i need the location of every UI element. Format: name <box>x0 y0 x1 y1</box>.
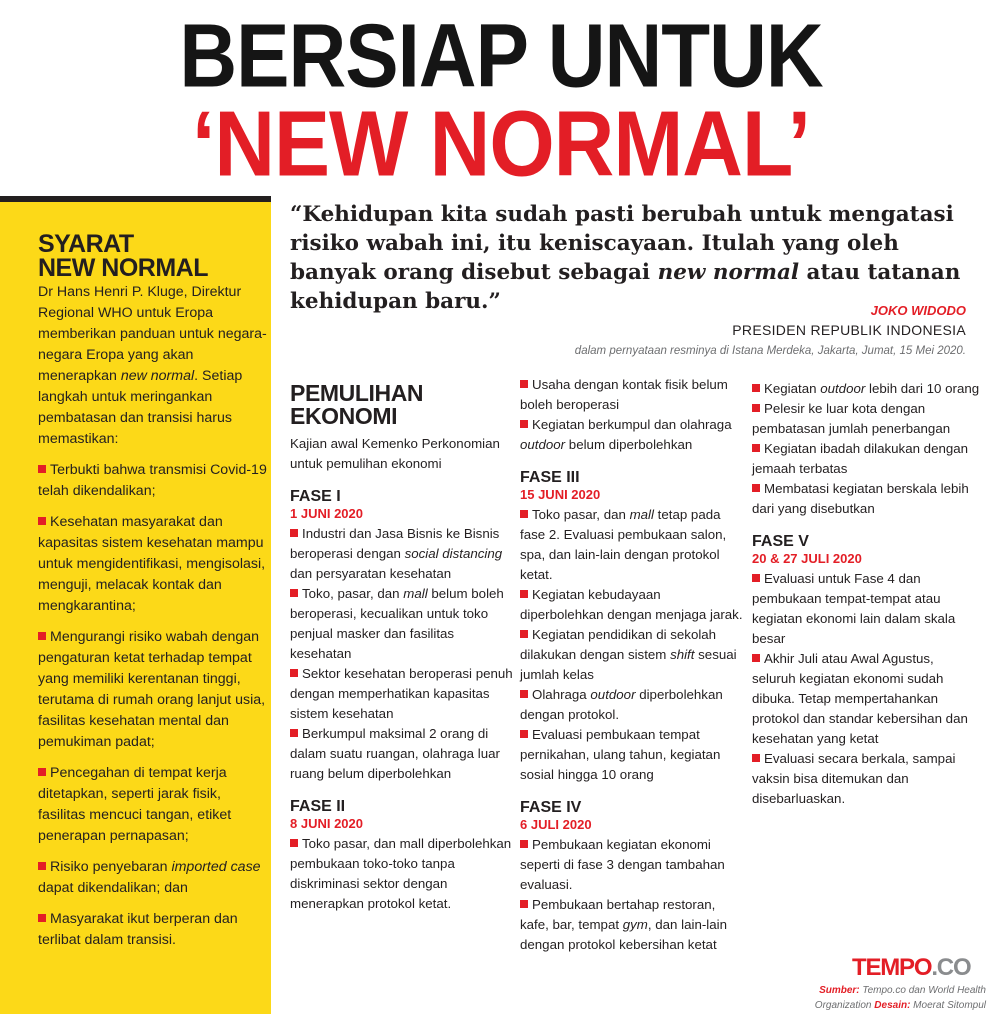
sidebar-item-text: Pencegahan di tempat kerja ditetapkan, seperti jarak fisik, fasilitas mencuci tangan, etiket penerapan pernapasan; <box>38 765 232 844</box>
sidebar-item-text: Kesehatan masyarakat dan kapasitas sistem kesehatan mampu untuk mengidentifikasi, mengisolasi, menguji, melacak kontak dan mengkarantina; <box>38 514 266 614</box>
sidebar-divider <box>0 196 271 202</box>
phase-item-emphasis: outdoor <box>520 437 566 452</box>
sidebar-intro <box>38 282 268 450</box>
sidebar-list-item <box>38 909 268 951</box>
phase-item <box>290 834 514 914</box>
phase-item <box>520 685 746 725</box>
quote-speaker-role: PRESIDEN REPUBLIK INDONESIA <box>732 322 966 338</box>
bullet-square-icon <box>752 444 760 452</box>
bullet-square-icon <box>38 862 46 870</box>
phase-5-date: 20 & 27 JULI 2020 <box>752 551 862 566</box>
economy-title <box>290 382 514 428</box>
phase-item-text: Kegiatan berkumpul dan olahraga <box>532 417 732 432</box>
phase-item <box>520 835 746 895</box>
bullet-square-icon <box>752 654 760 662</box>
phase-item-text: Industri dan Jasa Bisnis ke Bisnis beroperasi dengan <box>290 526 500 561</box>
phase-item <box>290 664 514 724</box>
phase-item-text-end: , dan lain-lain dengan protokol kebersihan ketat <box>520 917 727 952</box>
phase-item-text: Toko pasar, dan mall diperbolehkan pembukaan toko-toko tanpa diskriminasi sektor dengan menerapkan protokol ketat. <box>290 836 512 911</box>
quote-speaker: JOKO WIDODO <box>870 303 966 318</box>
phase-1-date: 1 JUNI 2020 <box>290 506 363 521</box>
phase-3-date: 15 JUNI 2020 <box>520 487 601 502</box>
source-text: Tempo.co dan World Health <box>859 985 986 996</box>
bullet-square-icon <box>290 589 298 597</box>
phase-item-text-end: belum diperbolehkan <box>565 437 693 452</box>
sidebar-list-item <box>38 460 268 502</box>
tempo-logo-suffix: .CO <box>931 954 971 981</box>
tempo-logo <box>852 954 970 982</box>
phase-5-title: FASE V <box>752 533 809 550</box>
bullet-square-icon <box>38 465 46 473</box>
org-text: Organization <box>814 1000 875 1011</box>
bullet-square-icon <box>290 729 298 737</box>
bullet-square-icon <box>752 574 760 582</box>
phase-item-text: Evaluasi untuk Fase 4 dan pembukaan tempat-tempat atau kegiatan ekonomi lain dalam skala besar <box>752 571 956 646</box>
phase-item <box>520 625 746 685</box>
phase-item-text: Usaha dengan kontak fisik belum boleh beroperasi <box>520 377 728 412</box>
phase-2-title: FASE II <box>290 798 346 815</box>
bullet-square-icon <box>520 900 528 908</box>
phase-4-date: 6 JULI 2020 <box>520 817 592 832</box>
phase-item-emphasis: outdoor <box>820 381 866 396</box>
sidebar-item-text: Mengurangi risiko wabah dengan pengaturan ketat terhadap tempat yang memiliki kerentanan tinggi, terutama di rumah orang lanjut usia, fasilitas kesehatan mental dan pemukiman padat; <box>38 629 266 750</box>
phase-item <box>520 585 746 625</box>
sidebar-item-text-end: dapat dikendalikan; dan <box>38 880 188 896</box>
bullet-square-icon <box>520 590 528 598</box>
phase-item-text-end: tetap pada fase 2. Evaluasi pembukaan salon, spa, dan lain-lain dengan protokol ketat. <box>520 507 727 582</box>
column-1 <box>290 382 514 914</box>
phase-item-text: Pelesir ke luar kota dengan pembatasan jumlah penerbangan <box>752 401 951 436</box>
economy-subtitle: Kajian awal Kemenko Perkonomian untuk pemulihan ekonomi <box>290 436 500 471</box>
bullet-square-icon <box>38 914 46 922</box>
source-label: Sumber: <box>819 985 860 996</box>
column-3 <box>752 379 980 809</box>
bullet-square-icon <box>520 420 528 428</box>
phase-item <box>752 399 980 439</box>
source-credit <box>815 983 986 1013</box>
phase-item-text: Pembukaan kegiatan ekonomi seperti di fase 3 dengan tambahan evaluasi. <box>520 837 725 892</box>
phase-item-text: Kegiatan ibadah dilakukan dengan jemaah terbatas <box>752 441 969 476</box>
quote-emphasis: new normal <box>657 260 800 285</box>
phase-item-emphasis: social distancing <box>404 546 503 561</box>
column-2 <box>520 375 746 955</box>
phase-item <box>290 524 514 584</box>
phase-1-title: FASE I <box>290 488 341 505</box>
phase-item-text: Evaluasi secara berkala, sampai vaksin bisa ditemukan dan disebarluaskan. <box>752 751 956 806</box>
phase-item-emphasis: gym <box>622 917 648 932</box>
sidebar-item-text: Risiko penyebaran <box>50 859 172 875</box>
phase-item-text: Toko, pasar, dan <box>302 586 404 601</box>
phase-item-text: Pembukaan bertahap restoran, kafe, bar, tempat <box>520 897 716 932</box>
bullet-square-icon <box>290 669 298 677</box>
phase-item <box>290 584 514 664</box>
phase-item-text: Kegiatan pendidikan di sekolah dilakukan dengan sistem <box>520 627 717 662</box>
sidebar-list-item <box>38 512 268 617</box>
bullet-square-icon <box>520 690 528 698</box>
bullet-square-icon <box>520 730 528 738</box>
phase-item <box>520 725 746 785</box>
source-line <box>815 983 986 998</box>
phase-item <box>520 415 746 455</box>
bullet-square-icon <box>38 768 46 776</box>
headline-line-1: BERSIAP UNTUK <box>179 5 823 106</box>
design-label: Desain: <box>874 1000 911 1011</box>
phase-item-text: Berkumpul maksimal 2 orang di dalam suatu ruangan, olahraga luar ruang belum diperbolehkan <box>290 726 500 781</box>
headline-line-2: ‘NEW NORMAL’ <box>192 91 810 196</box>
phase-item-text: Kegiatan <box>764 381 821 396</box>
phase-item <box>752 479 980 519</box>
bullet-square-icon <box>520 840 528 848</box>
phase-item <box>752 569 980 649</box>
bullet-square-icon <box>520 510 528 518</box>
phase-item <box>752 439 980 479</box>
design-line <box>815 998 986 1013</box>
bullet-square-icon <box>520 630 528 638</box>
phase-item <box>752 749 980 809</box>
phase-item-text: Evaluasi pembukaan tempat pernikahan, ulang tahun, kegiatan sosial hingga 10 orang <box>520 727 721 782</box>
phase-4-title: FASE IV <box>520 799 582 816</box>
quote-text-end: atau tatanan kehidupan baru.” <box>290 260 961 314</box>
phase-item-emphasis: mall <box>403 586 428 601</box>
phase-item-text: Kegiatan kebudayaan diperbolehkan dengan menjaga jarak. <box>520 587 743 622</box>
phase-item <box>752 649 980 749</box>
sidebar-intro-text: Dr Hans Henri P. Kluge, Direktur Regional WHO untuk Eropa memberikan panduan untuk negara-negara Eropa yang akan menerapkan <box>38 284 267 384</box>
sidebar-heading-line-2: NEW NORMAL <box>38 254 208 282</box>
phase-item <box>290 724 514 784</box>
sidebar-list-item <box>38 857 268 899</box>
bullet-square-icon <box>290 839 298 847</box>
phase-item-text: Sektor kesehatan beroperasi penuh dengan memperhatikan kapasitas sistem kesehatan <box>290 666 513 721</box>
sidebar-list-item <box>38 627 268 753</box>
sidebar-list-item <box>38 763 268 847</box>
phase-item-emphasis: shift <box>670 647 695 662</box>
sidebar-heading <box>38 232 208 280</box>
sidebar-intro-emphasis: new normal <box>120 368 195 384</box>
phase-item-text-end: belum boleh beroperasi, kecualikan untuk toko penjual masker dan fasilitas kesehatan <box>290 586 504 661</box>
phase-item-text-end: sesuai jumlah kelas <box>520 647 737 682</box>
president-quote <box>290 200 970 316</box>
bullet-square-icon <box>752 404 760 412</box>
bullet-square-icon <box>752 384 760 392</box>
phase-item-text-end: diperbolehkan dengan protokol. <box>520 687 723 722</box>
sidebar-heading-line-1: SYARAT <box>38 230 134 258</box>
phase-3-title: FASE III <box>520 469 580 486</box>
phase-item-text: Olahraga <box>532 687 591 702</box>
phase-item-text: Akhir Juli atau Awal Agustus, seluruh kegiatan ekonomi sudah dibuka. Tetap mempertahankan protokol dan standar kebersihan dan kesehatan yang ketat <box>752 651 968 746</box>
phase-item-text-end: dan persyaratan kesehatan <box>290 566 452 581</box>
economy-title-line-2: EKONOMI <box>290 403 398 429</box>
design-text: Moerat Sitompul <box>910 1000 986 1011</box>
phase-2-date: 8 JUNI 2020 <box>290 816 363 831</box>
phase-item-emphasis: outdoor <box>590 687 636 702</box>
phase-item-text-end: lebih dari 10 orang <box>865 381 980 396</box>
phase-item <box>520 505 746 585</box>
bullet-square-icon <box>290 529 298 537</box>
phase-item <box>520 895 746 955</box>
phase-item-emphasis: mall <box>629 507 654 522</box>
phase-item-text: Toko pasar, dan <box>532 507 630 522</box>
sidebar-item-text: Masyarakat ikut berperan dan terlibat dalam transisi. <box>38 911 238 948</box>
quote-context: dalam pernyataan resminya di Istana Merdeka, Jakarta, Jumat, 15 Mei 2020. <box>574 345 966 357</box>
phase-item <box>752 379 980 399</box>
bullet-square-icon <box>38 517 46 525</box>
phase-item <box>520 375 746 415</box>
quote-text: “Kehidupan kita sudah pasti berubah untuk mengatasi risiko wabah ini, itu keniscayaan. Itulah yang oleh banyak orang disebut sebagai <box>290 202 954 285</box>
tempo-logo-main: TEMPO <box>852 954 932 981</box>
bullet-square-icon <box>752 754 760 762</box>
bullet-square-icon <box>520 380 528 388</box>
sidebar-item-emphasis: imported case <box>171 859 261 875</box>
economy-title-line-1: PEMULIHAN <box>290 380 424 406</box>
bullet-square-icon <box>38 632 46 640</box>
sidebar-body <box>38 282 268 961</box>
sidebar-intro-text-end: . Setiap langkah untuk meringankan pembatasan dan transisi harus memastikan: <box>38 368 243 447</box>
phase-item-text: Membatasi kegiatan berskala lebih dari yang disebutkan <box>752 481 969 516</box>
sidebar-item-text: Terbukti bahwa transmisi Covid-19 telah dikendalikan; <box>38 462 267 499</box>
bullet-square-icon <box>752 484 760 492</box>
